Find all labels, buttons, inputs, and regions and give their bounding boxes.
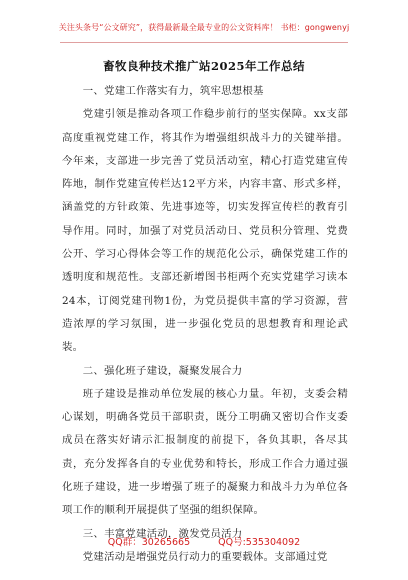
header-promo-note: 关注头条号“公文研究”，获得最新最全最专业的公文资料库！ 书柜：gongwenyj: [58, 23, 350, 32]
document-body: [62, 80, 348, 569]
qq-group-number: 30265665: [141, 537, 191, 548]
document-title: 畜牧良种技术推广站2025年工作总结: [102, 59, 305, 73]
qq-contact-label: QQ号:: [218, 537, 246, 548]
qq-group-label: QQ群：: [107, 537, 142, 548]
header-divider: [60, 42, 348, 43]
section-heading-1: 一、党建工作落实有力，筑牢思想根基: [82, 85, 264, 97]
section-heading-2: 二、强化班子建设，凝聚发展合力: [82, 364, 243, 377]
footer-contact-line: [0, 534, 408, 548]
section-heading-3: 三、丰富党建活动，激发党员活力: [82, 527, 243, 540]
qq-contact-number: 535304092: [245, 537, 301, 548]
body-paragraph-3: 党建活动是增强党员行动力的重要载体。支部通过党: [82, 550, 328, 563]
body-paragraph-2: 班子建设是推动单位发展的核心力量。年初，支委会精心谋划，明确各党员干部职责，既分工明确又密切合作支委成员在落实好请示汇报制度的前提下，各负其职，各尽其责，充分发挥各自的专业优势和特长，形成工作合力通过强化班子建设，进一步增强了班子的凝聚力和战斗力为单位各项工作的顺利开展提供了坚强的组织保障。: [62, 387, 348, 517]
body-paragraph-1: 党建引领是推动各项工作稳步前行的坚实保障。xx支部高度重视党建工作，将其作为增强组织战斗力的关键举措。今年来，支部进一步完善了党员活动室，精心打造党建宣传阵地，制作党建宣传栏达12平方米，内容丰富、形式多样，涵盖党的方针政策、先进事迹等，切实发挥宣传栏的教育引导作用。同时，加强了对党员活动日、党员积分管理、党费公开、学习心得体会等工作的规范化公示，确保党建工作的透明度和规范性。支部还新增图书柜两个充实党建学习读本24本，订阅党建刊物1份，为党员提供丰富的学习资源，营造浓厚的学习氛围，进一步强化党员的思想教育和理论武装。: [62, 108, 348, 354]
